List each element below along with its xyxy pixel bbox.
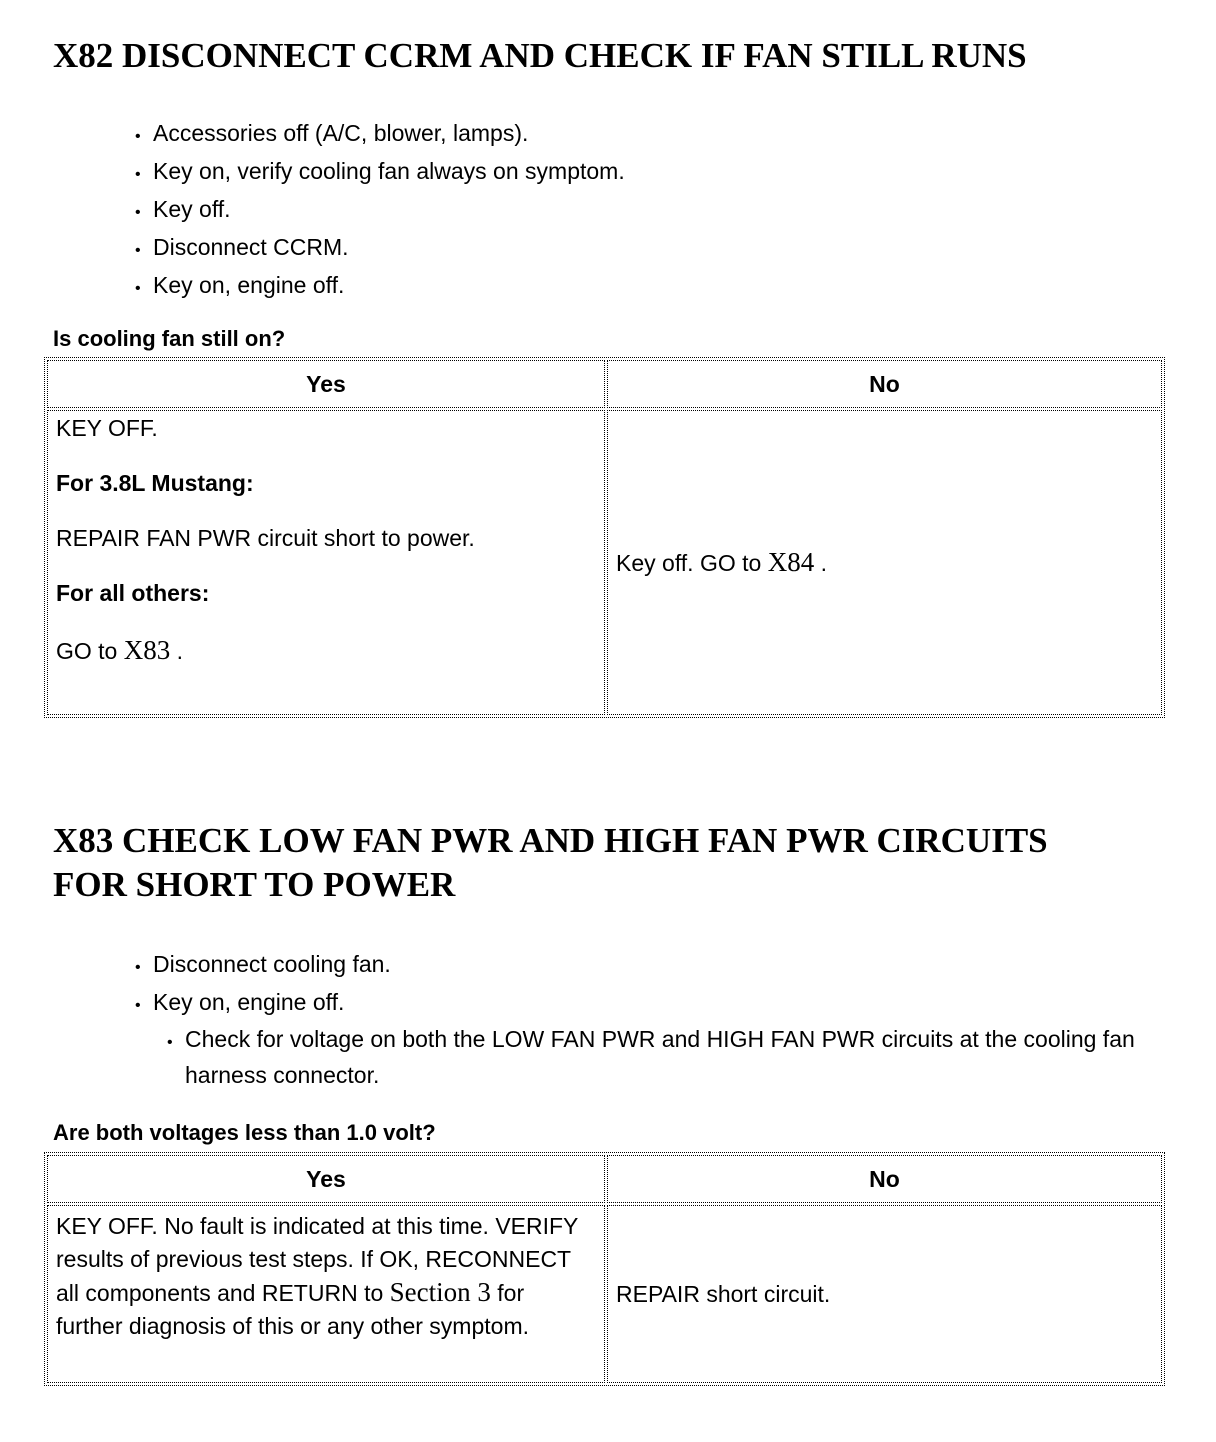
step: • Key on, engine off. [135, 268, 625, 306]
no-header: No [607, 1155, 1162, 1203]
result-table-x83 [44, 1152, 1165, 1386]
title-line: X83 CHECK LOW FAN PWR AND HIGH FAN PWR CIRCUITS [53, 821, 1048, 860]
yes-text: for further diagnosis of this or any other symptom. [56, 1280, 529, 1339]
question-x83: Are both voltages less than 1.0 volt? [53, 1120, 436, 1145]
step: • Key on, verify cooling fan always on symptom. [135, 154, 625, 192]
no-text: . [814, 550, 827, 576]
title-line: FOR SHORT TO POWER [53, 865, 456, 904]
no-cell [607, 410, 1162, 715]
yes-cell [47, 1205, 605, 1383]
question-x82: Is cooling fan still on? [53, 326, 286, 351]
yes-text: KEY OFF. [56, 415, 158, 441]
step: • Disconnect CCRM. [135, 230, 625, 268]
section-title-x83 [53, 819, 1048, 907]
step: • Accessories off (A/C, blower, lamps). [135, 116, 625, 154]
result-table-x82 [44, 357, 1165, 718]
step: • Check for voltage on both the LOW FAN PWR and HIGH FAN PWR circuits at the cooling fan harness connector. [135, 1023, 1175, 1091]
no-cell: REPAIR short circuit. [607, 1205, 1162, 1383]
yes-cell [47, 410, 605, 715]
yes-condition: For 3.8L Mustang: [56, 470, 254, 496]
step: • Key off. [135, 192, 625, 230]
yes-text: GO to [56, 638, 124, 664]
link-section-3[interactable]: Section 3 [389, 1277, 491, 1307]
yes-header: Yes [47, 1155, 605, 1203]
step: • Disconnect cooling fan. [135, 947, 1175, 985]
yes-header: Yes [47, 360, 605, 408]
no-text: Key off. GO to [616, 550, 768, 576]
yes-text: REPAIR FAN PWR circuit short to power. [56, 525, 475, 551]
step: • Key on, engine off. [135, 985, 1175, 1023]
yes-text: . [170, 638, 184, 664]
yes-condition: For all others: [56, 580, 210, 606]
link-x83[interactable]: X83 [123, 635, 171, 665]
steps-list-x83 [135, 947, 1175, 1091]
link-x84[interactable]: X84 [767, 547, 815, 577]
section-title-x82: X82 DISCONNECT CCRM AND CHECK IF FAN STILL RUNS [53, 36, 1027, 75]
steps-list-x82 [135, 116, 625, 306]
no-header: No [607, 360, 1162, 408]
yes-text: KEY OFF. No fault is indicated at this time. VERIFY results of previous test steps. If OK, RECONNECT all components and RETURN to [56, 1213, 578, 1306]
